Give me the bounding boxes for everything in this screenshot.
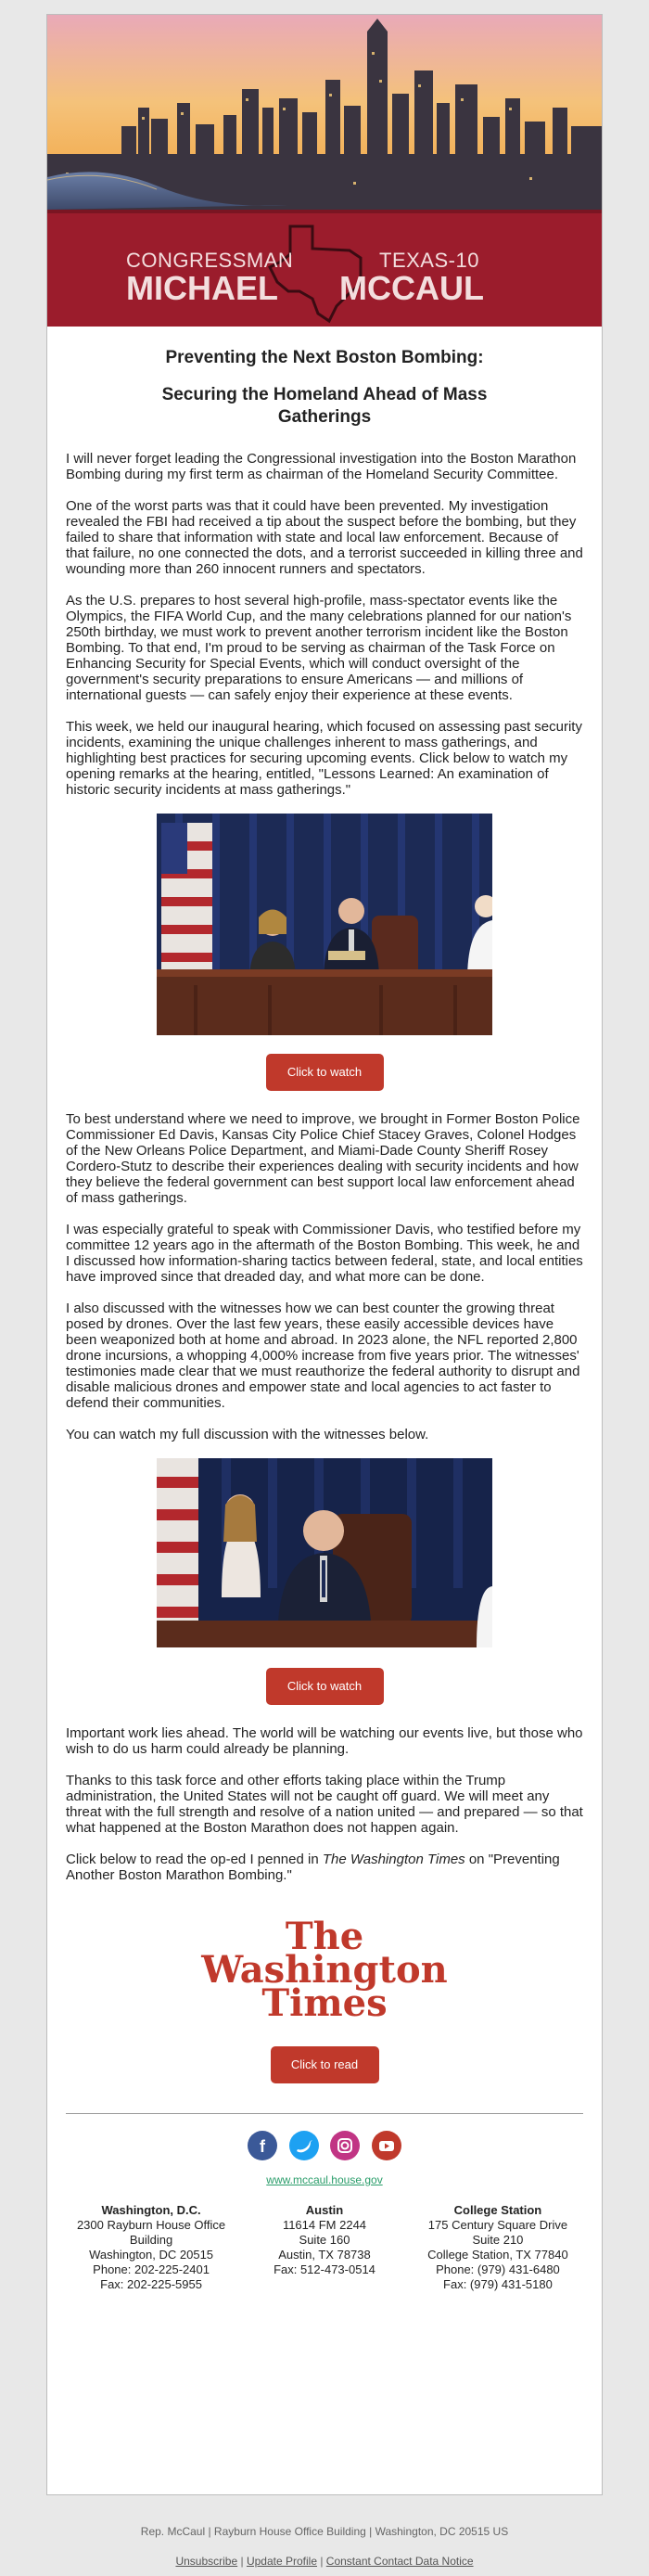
logo-line-1: The (285, 1915, 364, 1958)
footer-links (0, 2555, 649, 2568)
youtube-icon[interactable] (372, 2131, 401, 2160)
paragraph: One of the worst parts was that it could have been prevented. My investigation revealed the FBI had received a tip about the suspect before the bombing, but they failed to share that information with state and local law enforcement. Because of that failure, no one connected the dots, and a terrorist succeeded in killing three and wounding more than 260 innocent runners and spectators. (66, 498, 583, 577)
update-profile-link[interactable]: Update Profile (246, 2555, 317, 2568)
office-line: Washington, DC 20515 (89, 2248, 214, 2262)
office-line: Suite 210 (472, 2233, 524, 2247)
data-notice-link[interactable]: Constant Contact Data Notice (325, 2555, 474, 2568)
banner-text (47, 249, 602, 323)
name-last: MCCAUL (339, 269, 484, 307)
facebook-icon[interactable] (248, 2131, 277, 2160)
paragraph: As the U.S. prepares to host several high-profile, mass-spectator events like the Olympics, the FIFA World Cup, and the many celebrations planned for our nation's 250th birthday, we must work to prevent another terrorism incident like the Boston Bombing. To that end, I'm proud to be serving as chairman of the Task Force on Enhancing Security for Special Events, which will conduct oversight of the government's security preparations to ensure Americans — and millions of international guests — can safely enjoy their experience at these events. (66, 593, 572, 703)
article-header (47, 327, 602, 429)
logo-line-2: Washington (201, 1948, 448, 1992)
office-line: Fax: 512-473-0514 (274, 2262, 375, 2276)
paragraph: I was especially grateful to speak with Commissioner Davis, who testified before my committee 12 years ago in the aftermath of the Boston Bombing. This week, he and I discussed how information-sharing tactics between federal, state, and local entities have improved since that dreaded day, and what more can be done. (66, 1222, 583, 1285)
office-college-station (413, 2203, 583, 2292)
paragraph: You can watch my full discussion with the witnesses below. (66, 1427, 429, 1442)
footer-address: Rep. McCaul | Rayburn House Office Building | Washington, DC 20515 US (140, 2525, 509, 2538)
instagram-icon[interactable] (330, 2131, 360, 2160)
website-link[interactable]: www.mccaul.house.gov (266, 2173, 383, 2186)
hearing-photo-2[interactable] (157, 1458, 492, 1647)
office-line: Suite 160 (299, 2233, 350, 2247)
washington-times-logo (47, 1915, 602, 2025)
email-card (46, 14, 603, 2495)
paragraph: Thanks to this task force and other efforts taking place within the Trump administration, the United States will not be caught off guard. We will meet any threat with the full strength and resolve of a nation united — and prepared — so that what happened at the Boston Marathon does not happen again. (66, 1773, 583, 1836)
article-subtitle: Securing the Homeland Ahead of Mass Gatherings (161, 385, 488, 427)
label-congressman: CONGRESSMAN (126, 249, 294, 272)
paragraph: Important work lies ahead. The world will be watching our events live, but those who wish to do us harm could already be planning. (66, 1725, 583, 1757)
article-body (47, 451, 602, 798)
office-name: College Station (453, 2203, 542, 2217)
office-line: Fax: (979) 431-5180 (443, 2277, 553, 2291)
op-ed-intro-text: Click below to read the op-ed I penned in (66, 1852, 323, 1867)
unsubscribe-link[interactable]: Unsubscribe (175, 2555, 238, 2568)
paragraph: This week, we held our inaugural hearing, which focused on assessing past security incidents, examining the unique challenges inherent to mass gatherings, and highlighting best practices for securing upcoming events. Click below to watch my opening remarks at the hearing, entitled, "Lessons Learned: An examination of historic security incidents at mass gatherings." (66, 719, 582, 798)
office-name: Austin (305, 2203, 344, 2217)
name-first: MICHAEL (126, 269, 278, 307)
twitter-icon[interactable] (289, 2131, 319, 2160)
watch-opening-remarks-button[interactable]: Click to watch (266, 1054, 384, 1091)
header-banner (47, 15, 602, 327)
op-ed-title-text: on "Preventing Another Boston Marathon Bombing." (66, 1852, 560, 1883)
office-line: 175 Century Square Drive (427, 2218, 568, 2232)
article-body-2 (47, 1111, 602, 1442)
footer-divider (66, 2113, 583, 2114)
office-line: 2300 Rayburn House Office Building (76, 2218, 226, 2247)
logo-line-3: Times (261, 1981, 388, 2025)
office-name: Washington, D.C. (101, 2203, 201, 2217)
read-op-ed-button[interactable]: Click to read (271, 2046, 379, 2083)
paragraph (66, 1852, 583, 1883)
footer-separator: | (317, 2555, 326, 2568)
office-line: Fax: 202-225-5955 (100, 2277, 202, 2291)
paragraph: To best understand where we need to improve, we brought in Former Boston Police Commissioner Ed Davis, Kansas City Police Chief Stacey Graves, Colonel Hodges of the New Orleans Police Department, and Miami-Dade County Sheriff Rosey Cordero-Stutz to describe their experiences dealing with security incidents and how they believe the federal government can best support local law enforcement ahead of mass gatherings. (66, 1111, 580, 1206)
publication-name: The Washington Times (322, 1852, 465, 1867)
footer-separator: | (237, 2555, 247, 2568)
paragraph: I also discussed with the witnesses how we can best counter the growing threat posed by drones. Over the last few years, these easily accessible devices have been weaponized both at home and abroad. In 2023 alone, the NFL reported 2,800 drone incursions, a whopping 4,000% increase from five years prior. The witnesses' testimonies made clear that we must reauthorize the federal authority to disrupt and disable malicious drones and empower state and local agencies to act faster to defend their communities. (66, 1301, 580, 1411)
office-austin (239, 2203, 410, 2292)
label-district: TEXAS-10 (379, 249, 479, 272)
office-dc (66, 2203, 236, 2292)
office-locations (47, 2203, 602, 2292)
social-links (47, 2131, 602, 2160)
article-title: Preventing the Next Boston Bombing: (165, 348, 484, 367)
article-body-3 (47, 1725, 602, 1883)
watch-full-discussion-button[interactable]: Click to watch (266, 1668, 384, 1705)
office-line: Phone: 202-225-2401 (93, 2262, 210, 2276)
office-line: 11614 FM 2244 (282, 2218, 367, 2232)
paragraph: I will never forget leading the Congressional investigation into the Boston Marathon Bombing during my first term as chairman of the Homeland Security Committee. (66, 451, 577, 482)
office-line: Phone: (979) 431-6480 (436, 2262, 560, 2276)
office-line: College Station, TX 77840 (427, 2248, 568, 2262)
office-line: Austin, TX 78738 (278, 2248, 371, 2262)
email-footer (0, 2525, 649, 2568)
svg-text:f: f (260, 2137, 266, 2156)
hearing-photo-1[interactable] (157, 814, 492, 1035)
